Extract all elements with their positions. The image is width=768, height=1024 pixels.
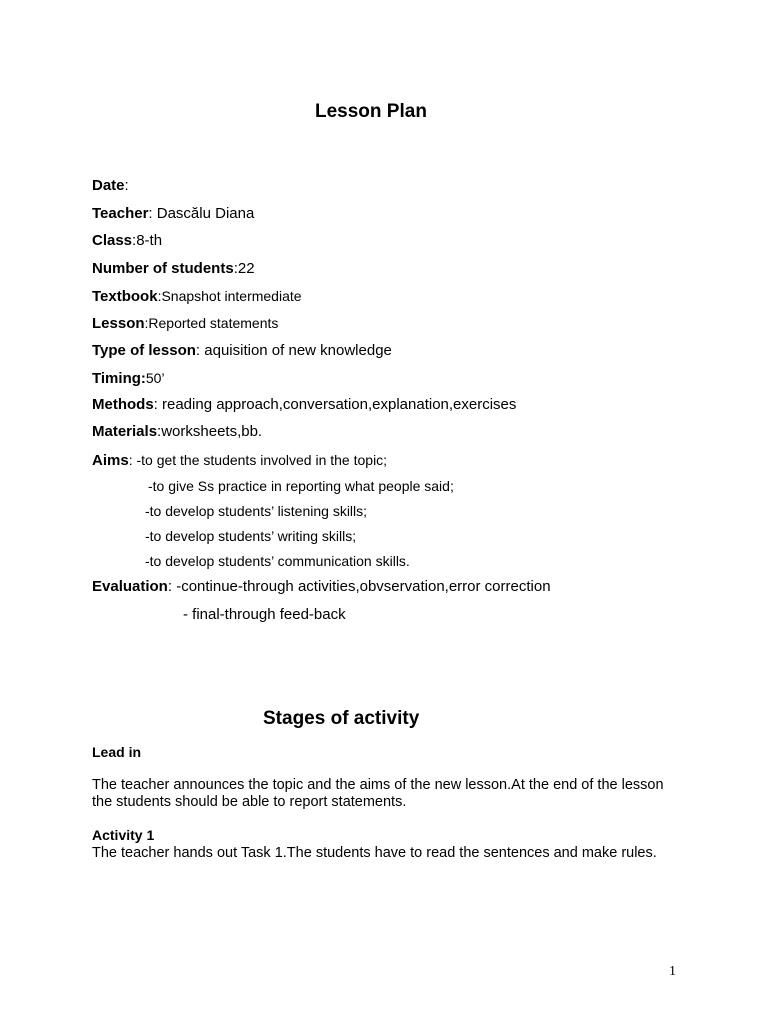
teacher-label: Teacher: [92, 205, 149, 222]
textbook-label: Textbook: [92, 288, 158, 305]
aims-value: : -to get the students involved in the topic;: [128, 452, 388, 468]
aim-item: -to develop students’ communication skills.: [145, 553, 410, 569]
methods-label: Methods: [92, 396, 154, 413]
type-field: [92, 342, 392, 360]
page-title: Lesson Plan: [315, 101, 427, 122]
teacher-value: : Dascălu Diana: [148, 205, 255, 222]
timing-label: Timing:: [92, 370, 146, 387]
students-field: [92, 260, 255, 278]
lead-in-heading: Lead in: [92, 744, 142, 760]
lesson-field: [92, 314, 278, 333]
class-label: Class: [92, 232, 133, 249]
lesson-value: :Reported statements: [144, 315, 279, 331]
lesson-label: Lesson: [92, 315, 145, 332]
materials-label: Materials: [92, 423, 158, 440]
date-label: Date: [92, 177, 125, 194]
evaluation-value: : -continue-through activities,obvservation,error correction: [167, 578, 551, 595]
lead-in-paragraph: The teacher announces the topic and the aims of the new lesson.At the end of the lesson the students should be able to report statements.: [92, 777, 664, 810]
materials-value: :worksheets,bb.: [157, 423, 263, 440]
activity-1-heading: Activity 1: [92, 827, 155, 843]
methods-field: [92, 396, 516, 414]
timing-field: [92, 369, 165, 388]
evaluation-final: - final-through feed-back: [183, 606, 346, 623]
class-value: :8-th: [132, 232, 163, 249]
aim-item: -to give Ss practice in reporting what people said;: [148, 478, 454, 494]
textbook-field: [92, 287, 302, 306]
students-value: :22: [233, 260, 255, 277]
textbook-value: :Snapshot intermediate: [157, 288, 302, 304]
aims-field: [92, 451, 387, 470]
students-label: Number of students: [92, 260, 234, 277]
evaluation-field: [92, 578, 551, 596]
date-value: :: [124, 177, 129, 194]
type-label: Type of lesson: [92, 342, 196, 359]
stages-title: Stages of activity: [263, 708, 420, 729]
teacher-field: [92, 205, 254, 223]
aim-item: -to develop students’ writing skills;: [145, 528, 357, 544]
aim-item: -to develop students’ listening skills;: [145, 503, 368, 519]
type-value: : aquisition of new knowledge: [195, 342, 392, 359]
methods-value: : reading approach,conversation,explanation,exercises: [153, 396, 517, 413]
evaluation-label: Evaluation: [92, 578, 168, 595]
page-number: 1: [669, 964, 676, 979]
materials-field: [92, 423, 262, 441]
aims-label: Aims: [92, 452, 129, 469]
activity-1-paragraph: The teacher hands out Task 1.The students have to read the sentences and make rules.: [92, 845, 657, 861]
class-field: [92, 232, 162, 250]
timing-value: 50’: [145, 370, 165, 386]
date-field: [92, 177, 129, 195]
